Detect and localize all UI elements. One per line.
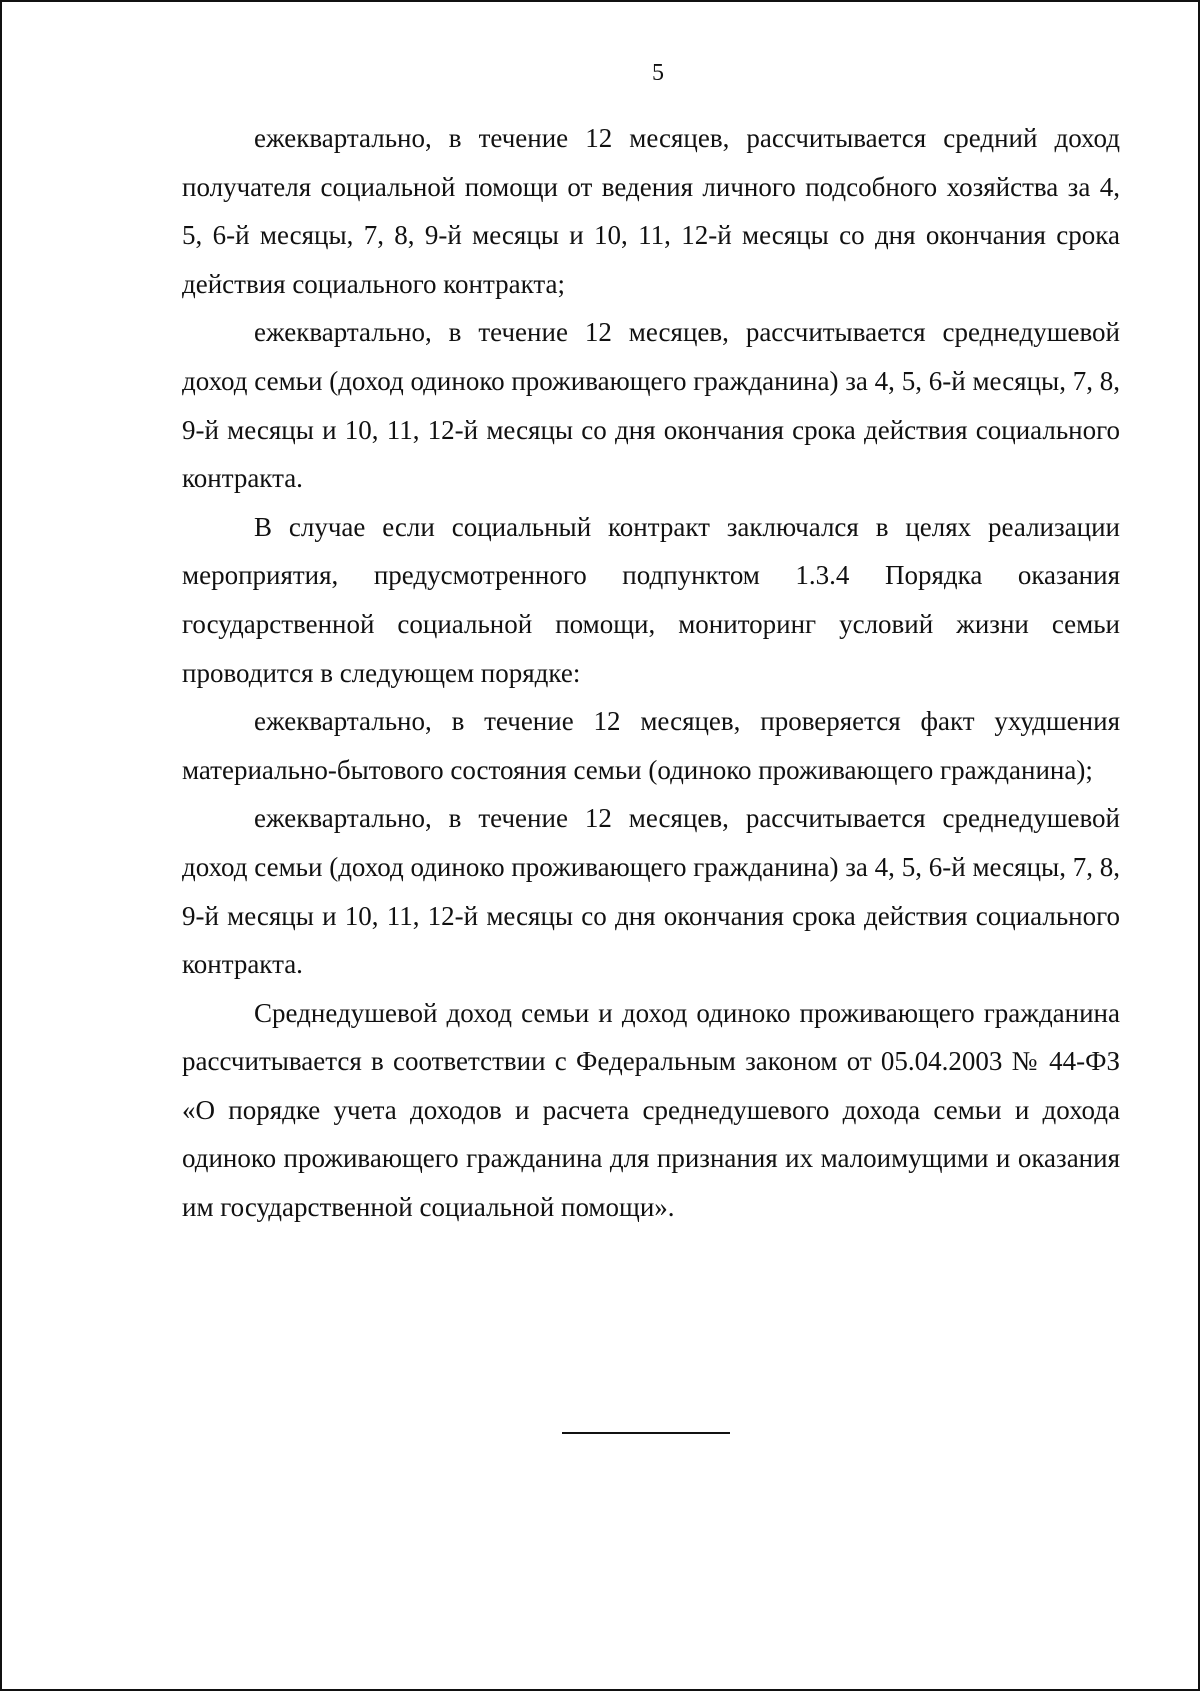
end-divider-line <box>562 1432 730 1434</box>
paragraph-6: Среднедушевой доход семьи и доход одиноко проживающего гражданина рассчитывается в соответствии с Федеральным законом от 05.04.2003 № 44-ФЗ «О порядке учета доходов и расчета среднедушевого дохода семьи и дохода одиноко проживающего гражданина для признания их малоимущими и оказания им государственной социальной помощи». <box>182 997 1120 1223</box>
paragraph-5: ежеквартально, в течение 12 месяцев, рассчитывается среднедушевой доход семьи (доход одиноко проживающего гражданина) за 4, 5, 6-й месяцы, 7, 8, 9-й месяцы и 10, 11, 12-й месяцы со дня окончания срока действия социального контракта. <box>182 803 1120 980</box>
paragraph-3: В случае если социальный контракт заключался в целях реализации мероприятия, предусмотренного подпунктом 1.3.4 Порядка оказания государственной социальной помощи, мониторинг условий жизни семьи проводится в следующем порядке: <box>182 511 1120 688</box>
document-body <box>182 114 1120 1232</box>
paragraph-2: ежеквартально, в течение 12 месяцев, рассчитывается среднедушевой доход семьи (доход одиноко проживающего гражданина) за 4, 5, 6-й месяцы, 7, 8, 9-й месяцы и 10, 11, 12-й месяцы со дня окончания срока действия социального контракта. <box>182 317 1120 494</box>
paragraph-4: ежеквартально, в течение 12 месяцев, проверяется факт ухудшения материально-бытового состояния семьи (одиноко проживающего гражданина); <box>182 706 1120 785</box>
page-number: 5 <box>652 60 664 86</box>
paragraph-1: ежеквартально, в течение 12 месяцев, рассчитывается средний доход получателя социальной помощи от ведения личного подсобного хозяйства за 4, 5, 6-й месяцы, 7, 8, 9-й месяцы и 10, 11, 12-й месяцы со дня окончания срока действия социального контракта; <box>182 123 1120 299</box>
